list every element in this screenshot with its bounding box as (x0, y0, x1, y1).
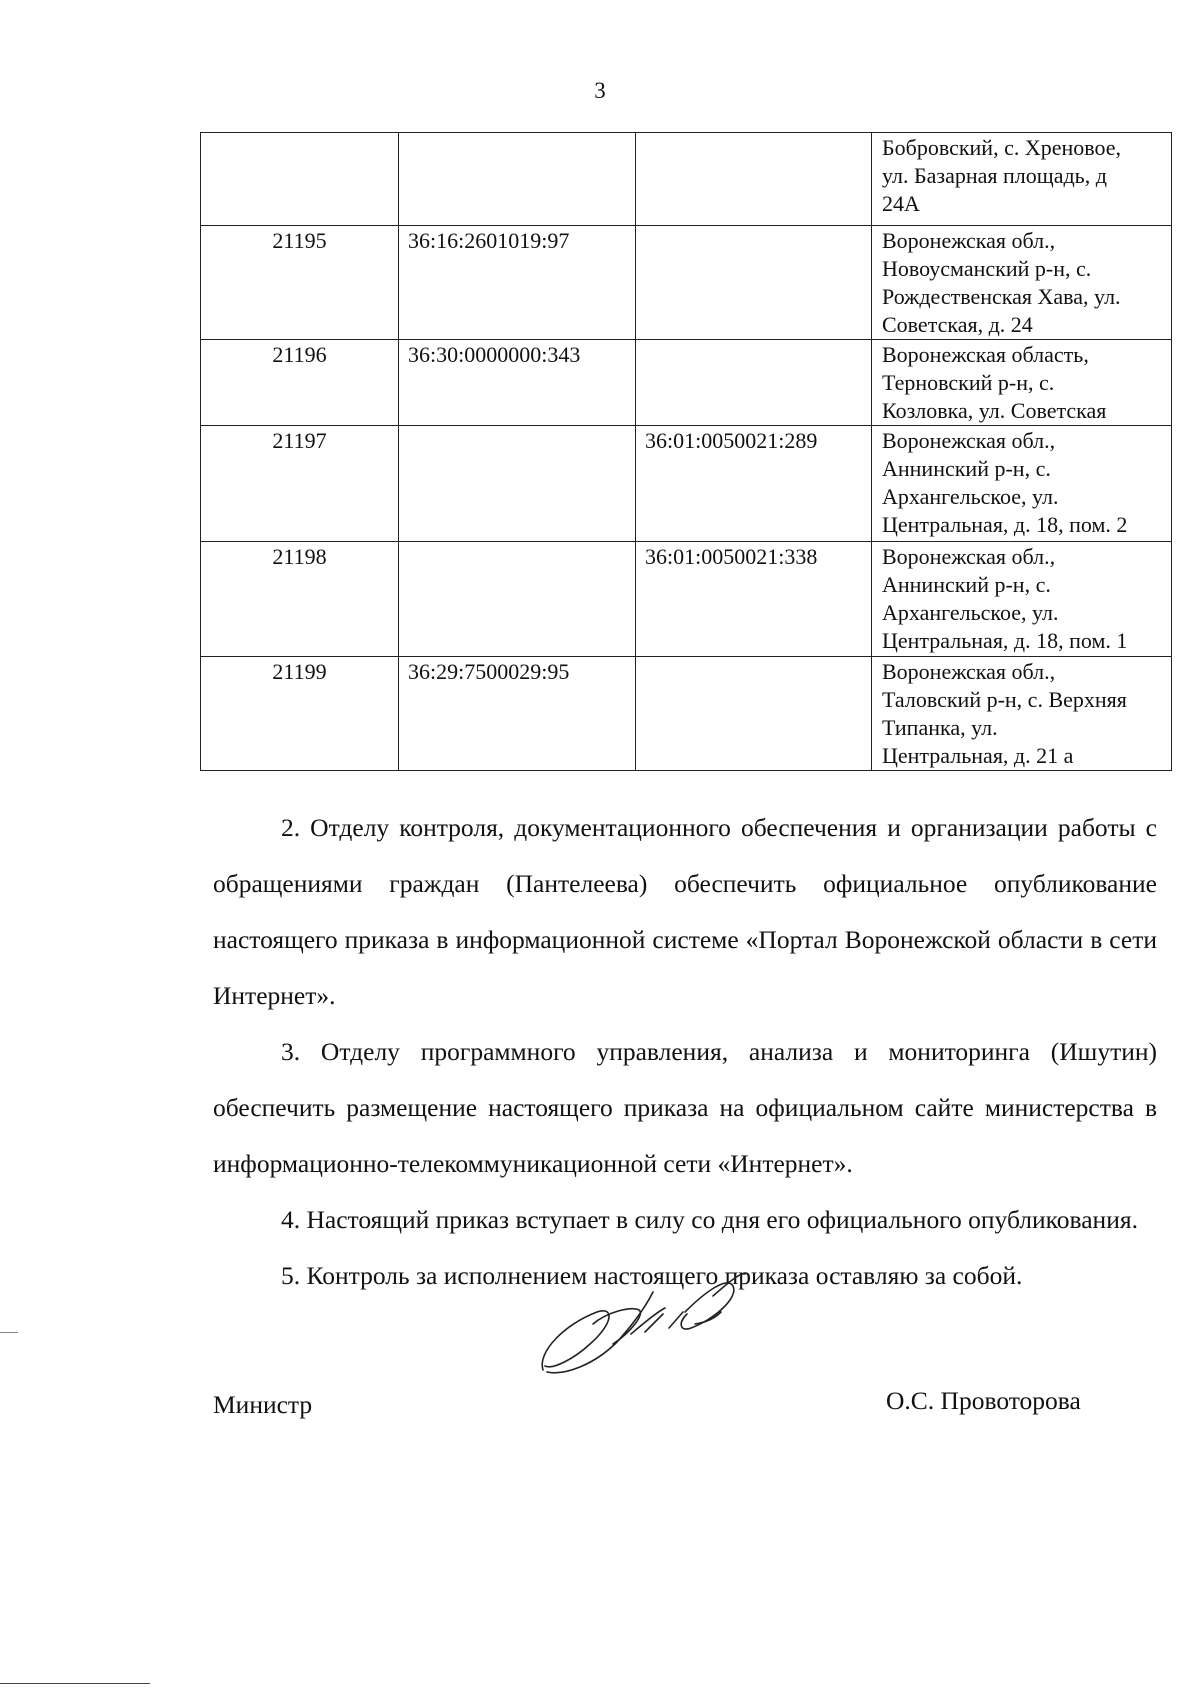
cadastral-number-cell: 36:30:0000000:343 (399, 340, 636, 426)
clause-3-paragraph: 3. Отделу программного управления, анализа и мониторинга (Ишутин) обеспечить размещение настоящего приказа на официальном сайте министерства в информационно-телекоммуникационной сети «Интернет». (213, 1037, 1157, 1178)
clause-5-paragraph: 5. Контроль за исполнением настоящего приказа оставляю за собой. (281, 1261, 1023, 1290)
premises-cadastral-number-cell (636, 657, 872, 771)
cadastral-number-cell (399, 426, 636, 542)
address-cell: Воронежская обл., Таловский р-н, с. Верхняя Типанка, ул. Центральная, д. 21 а (872, 657, 1172, 771)
address-cell: Воронежская обл., Новоусманский р-н, с. Рождественская Хава, ул. Советская, д. 24 (872, 226, 1172, 340)
cadastral-number-cell: 36:29:7500029:95 (399, 657, 636, 771)
premises-cadastral-number-cell (636, 226, 872, 340)
order-clauses (213, 800, 1157, 1304)
handwritten-signature (535, 1272, 765, 1382)
page-number: 3 (594, 78, 606, 103)
cadastral-number-cell (399, 542, 636, 657)
record-number-cell (201, 133, 399, 226)
address-cell: Воронежская обл., Аннинский р-н, с. Архангельское, ул. Центральная, д. 18, пом. 2 (872, 426, 1172, 542)
address-cell: Воронежская область, Терновский р-н, с. Козловка, ул. Советская (872, 340, 1172, 426)
record-number-cell: 21197 (201, 426, 399, 542)
bottom-rule (0, 1683, 150, 1684)
record-number-cell: 21196 (201, 340, 399, 426)
record-number-cell: 21199 (201, 657, 399, 771)
margin-mark (0, 1332, 18, 1333)
property-table (200, 132, 1172, 771)
table-row (201, 657, 1172, 771)
cadastral-number-cell (399, 133, 636, 226)
table-row (201, 340, 1172, 426)
premises-cadastral-number-cell: 36:01:0050021:289 (636, 426, 872, 542)
address-cell: Воронежская обл., Аннинский р-н, с. Архангельское, ул. Центральная, д. 18, пом. 1 (872, 542, 1172, 657)
table-row (201, 426, 1172, 542)
table-row (201, 542, 1172, 657)
signatory-name: О.С. Провоторова (886, 1386, 1081, 1415)
clause-4-paragraph: 4. Настоящий приказ вступает в силу со дня его официального опубликования. (281, 1205, 1138, 1234)
cadastral-number-cell: 36:16:2601019:97 (399, 226, 636, 340)
record-number-cell: 21198 (201, 542, 399, 657)
table-row (201, 226, 1172, 340)
table-row (201, 133, 1172, 226)
address-cell: Бобровский, с. Хреновое, ул. Базарная площадь, д 24А (872, 133, 1172, 226)
record-number-cell: 21195 (201, 226, 399, 340)
premises-cadastral-number-cell (636, 340, 872, 426)
premises-cadastral-number-cell: 36:01:0050021:338 (636, 542, 872, 657)
clause-2-paragraph: 2. Отделу контроля, документационного обеспечения и организации работы с обращениями граждан (Пантелеева) обеспечить официальное опубликование настоящего приказа в информационной системе «Портал Воронежской области в сети Интернет». (213, 813, 1157, 1010)
premises-cadastral-number-cell (636, 133, 872, 226)
signatory-title: Министр (213, 1390, 313, 1419)
